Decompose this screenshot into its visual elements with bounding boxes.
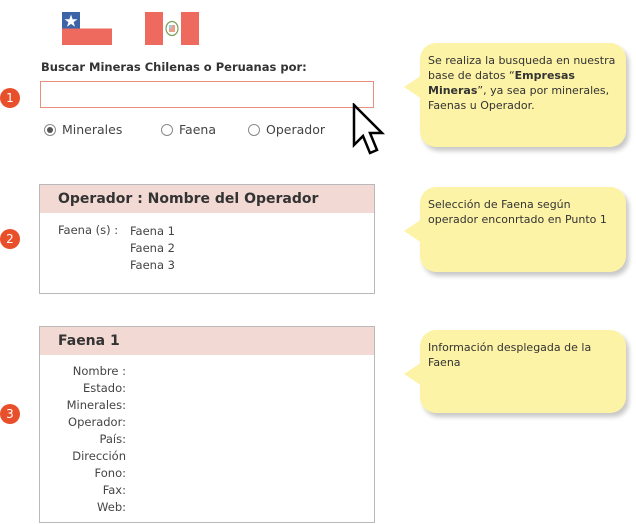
step-number-1: 1 [0,88,20,108]
callout-faena-info [420,330,626,413]
radio-faena[interactable] [161,122,216,137]
field-label: Fono: [94,466,126,480]
field-label: País: [99,432,126,446]
mouse-cursor-icon [352,103,388,161]
radio-minerales[interactable] [44,122,122,137]
operator-panel [39,184,375,294]
radio-label: Minerales [62,122,123,137]
radio-label: Operador [266,122,325,137]
search-type-radios [40,122,380,142]
callout-bold-text: Empresas Mineras [428,69,575,97]
field-label: Fax: [102,483,126,497]
radio-circle [161,124,173,136]
field-label: Operador: [68,415,126,429]
faena-label: Faena (s) : [58,223,119,237]
peru-flag-icon [145,12,199,45]
callout-tail [404,219,422,243]
faena-panel [39,326,375,523]
field-label: Minerales: [66,398,126,412]
callout-faena-selection [420,187,626,272]
radio-label: Faena [179,122,216,137]
field-label: Web: [97,500,126,514]
callout-text: Se realiza la busqueda en nuestra base de datos “ [428,54,616,82]
radio-circle [248,124,260,136]
search-heading: Buscar Mineras Chilenas o Peruanas por: [41,60,307,74]
radio-operador[interactable] [248,122,325,137]
radio-selected-dot [47,127,53,133]
faena-link[interactable]: Faena 1 [130,224,175,238]
callout-search [420,43,626,147]
chile-flag-icon [62,12,112,45]
faena-list [130,223,175,274]
radio-circle [44,124,56,136]
step-number-3: 3 [0,404,20,424]
field-label: Estado: [82,381,126,395]
callout-text: Selección de Faena según operador enconrtado en Punto 1 [428,198,607,226]
faena-link[interactable]: Faena 2 [130,241,175,255]
faena-panel-title: Faena 1 [40,327,374,355]
operator-panel-title: Operador : Nombre del Operador [40,185,374,213]
faena-fields [40,363,126,516]
callout-tail [404,362,422,386]
search-input[interactable] [40,81,374,108]
callout-text: ”, ya sea por minerales, Faenas u Operador. [428,84,610,112]
callout-tail [404,75,422,99]
callout-text: Información desplegada de la Faena [428,341,592,369]
field-label: Dirección [72,449,126,463]
field-label: Nombre : [72,364,126,378]
faena-link[interactable]: Faena 3 [130,258,175,272]
step-number-2: 2 [0,229,20,249]
